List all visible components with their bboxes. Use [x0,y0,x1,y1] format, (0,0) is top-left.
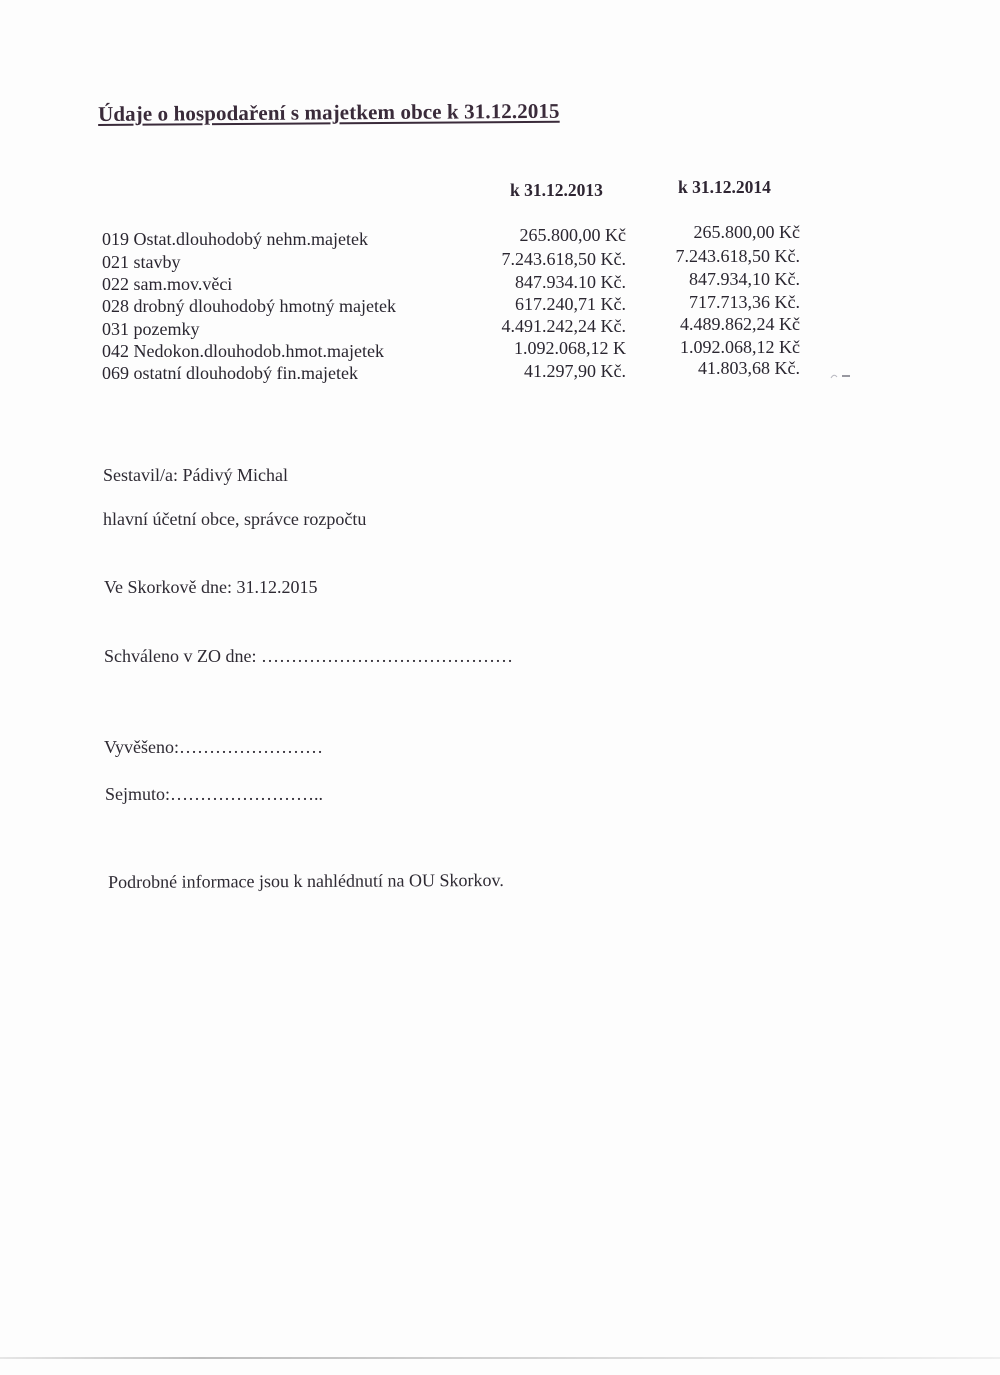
row-label: 022 sam.mov.věci [102,274,233,294]
row-value-2013: 617.240,71 Kč. [515,294,626,314]
row-label: 031 pozemky [102,319,200,339]
row-value-2013: 41.297,90 Kč. [524,361,626,381]
table-row [0,337,1000,365]
row-value-2014: 1.092.068,12 Kč [680,337,800,357]
table-row [0,292,1000,320]
row-value-2014: 717.713,36 Kč. [689,292,800,312]
row-label: 021 stavby [102,252,181,272]
table-row [0,269,1000,298]
row-label: 019 Ostat.dlouhodobý nehm.majetek [102,229,368,249]
table-row [0,222,1000,253]
removed-line: Sejmuto:…………………….. [105,784,324,804]
row-label: 028 drobný dlouhodobý hmotný majetek [102,296,396,316]
row-value-2013: 1.092.068,12 K [514,338,626,358]
column-header-2014: k 31.12.2014 [678,177,771,197]
scan-mark-icon [830,372,852,380]
row-value-2013: 265.800,00 Kč [519,225,626,245]
approval-line: Schváleno v ZO dne: …………………………………… [104,646,513,666]
posted-line: Vyvěšeno:…………………… [104,737,323,757]
compiled-by: Sestavil/a: Pádivý Michal [103,465,288,485]
table-row [0,314,1000,343]
scan-bottom-edge [0,1357,1000,1359]
row-value-2014: 847.934,10 Kč. [689,269,800,289]
row-value-2014: 265.800,00 Kč [693,222,800,242]
place-and-date: Ve Skorkově dne: 31.12.2015 [104,577,318,597]
row-value-2014: 41.803,68 Kč. [698,358,800,378]
row-label: 042 Nedokon.dlouhodob.hmot.majetek [102,341,384,361]
row-value-2013: 7.243.618,50 Kč. [501,249,626,269]
row-label: 069 ostatní dlouhodobý fin.majetek [102,363,358,383]
row-value-2014: 4.489.862,24 Kč [680,314,800,334]
row-value-2014: 7.243.618,50 Kč. [675,246,800,266]
column-header-2013: k 31.12.2013 [510,180,603,200]
document-title: Údaje o hospodaření s majetkem obce k 31.12.2015 [98,98,560,126]
table-row [0,246,1000,276]
info-note: Podrobné informace jsou k nahlédnutí na OU Skorkov. [108,869,504,892]
row-value-2013: 4.491.242,24 Kč. [501,316,626,336]
author-role: hlavní účetní obce, správce rozpočtu [103,509,367,529]
row-value-2013: 847.934.10 Kč. [515,272,626,292]
